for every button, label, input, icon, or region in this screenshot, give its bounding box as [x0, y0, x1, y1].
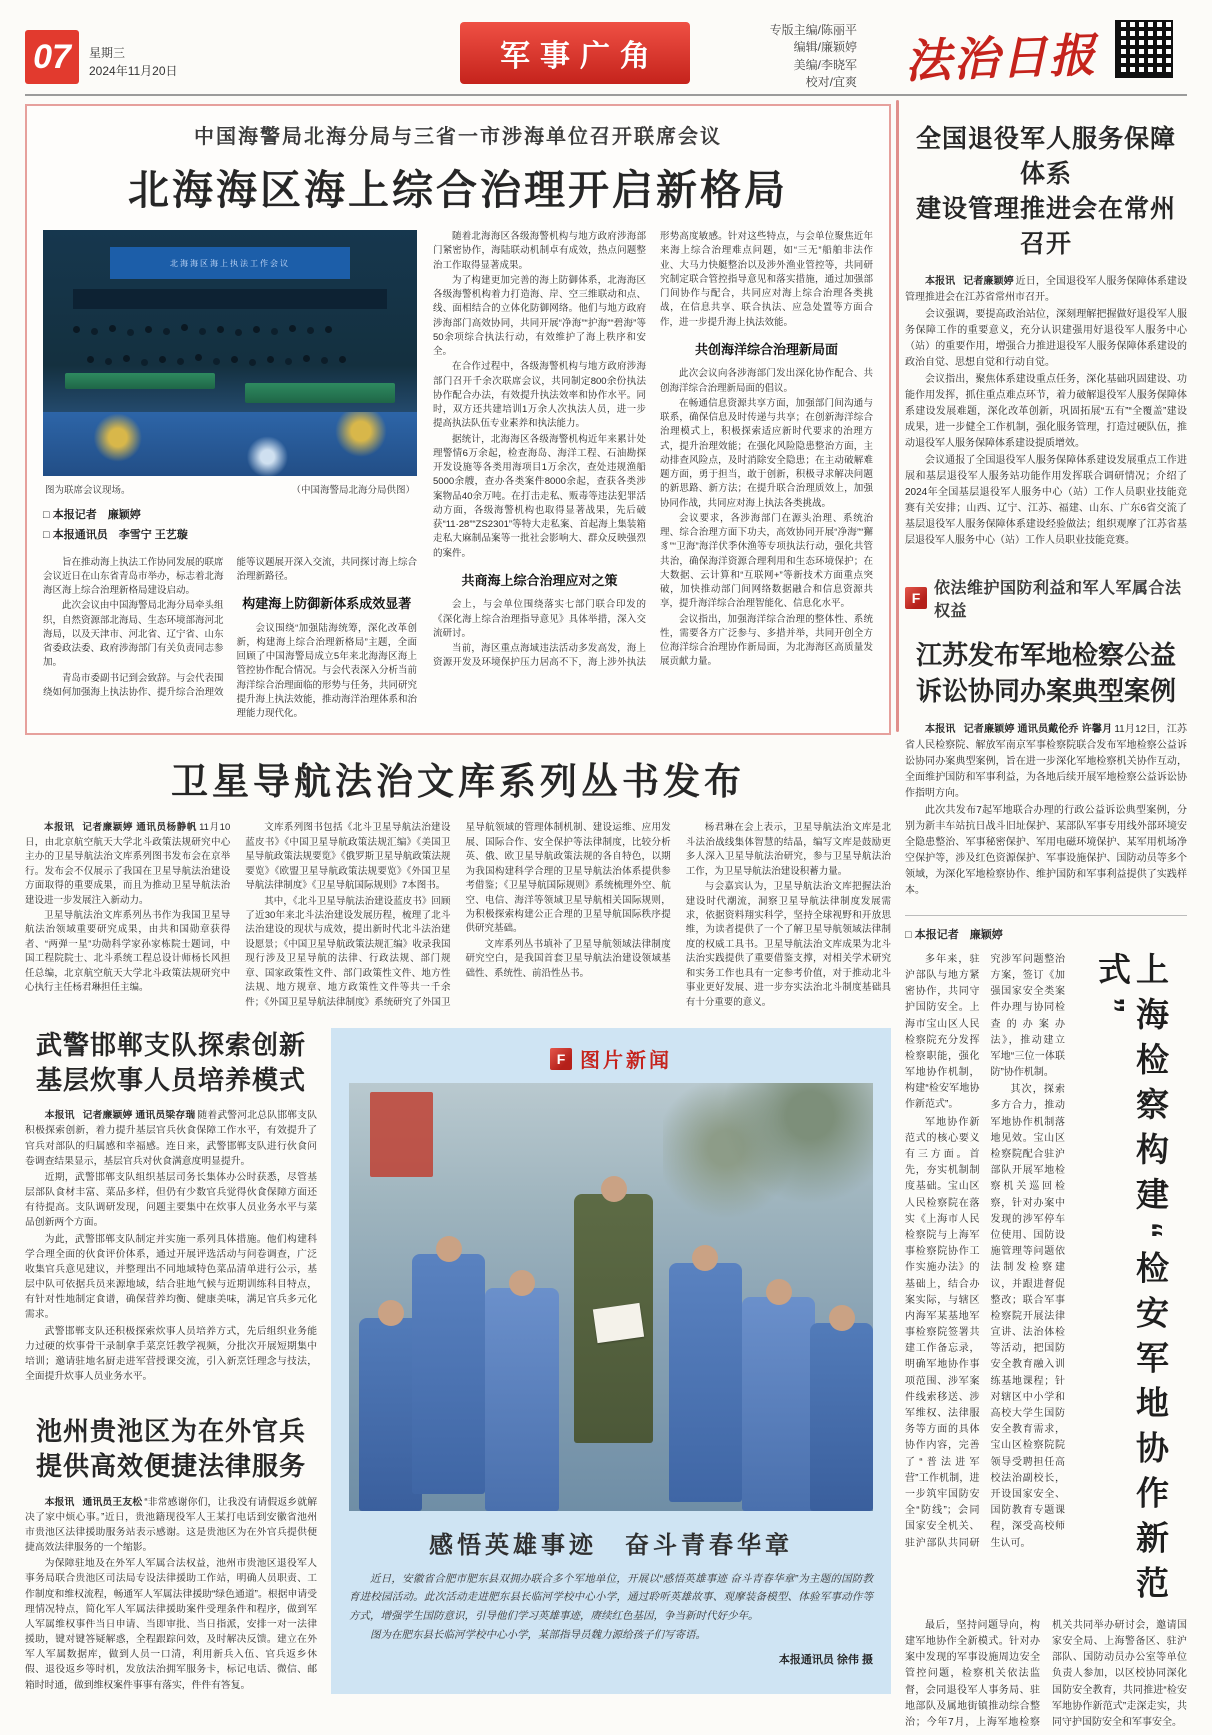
article-intro-columns: [43, 556, 417, 722]
paragraph: 卫星导航法治文库系列丛书作为我国卫星导航法治领域重要研究成果，由共和国勋章获得者、“两弹一星”功勋科学家孙家栋院士题词，中国工程院院士、北斗系统工程总设计师杨长风担任总编，北京航空航天大学北斗政策法规研究中心执行主任杨君琳担任主编。: [25, 909, 231, 994]
article-chizhou: [25, 1414, 317, 1692]
dispatch-label: 本报讯: [44, 822, 75, 834]
photo-news-label: 图片新闻: [580, 1050, 672, 1073]
dispatch-label: 本报讯: [925, 276, 956, 287]
paragraph: 此次共发布7起军地联合办理的行政公益诉讼典型案例，分别为新丰车站抗日战斗旧址保护、某部队军事专用线外部环境安全隐患整治、军事秘密保护、军用电磁环境保护、某军用机场净空保护等，涉及红色资源保护、军事设施保护、国防动员等多个领域，为深化军地检察协作、维护国防和军事利益提供了实践样本。: [905, 804, 1187, 896]
photo-caption: 图为联席会议现场。: [45, 485, 131, 496]
editor-line: 专版主编/陈丽平: [769, 23, 857, 37]
photo-news-badge: [349, 1044, 873, 1073]
conference-banner: 北海海区海上执法工作会议: [110, 247, 349, 279]
photo-caption-body: 近日，安徽省合肥市肥东县双拥办联合多个军地单位，开展以“感悟英雄事迹 奋斗青春华章”为主题的国防教育进校园活动。此次活动走进肥东县长临河学校中心小学，通过聆听英雄故事、观摩装备模型、体验军事动作等方式，增强学生国防意识，引导他们学习英雄事迹，赓续红色基因，争当新时代好少年。: [349, 1573, 873, 1622]
paragraph: 在合作过程中，各级海警机构与地方政府涉海部门召开千余次联席会议，共同制定800余份执法协作配合办法，有效提升执法效率和协作水平。同时，双方还共建培训1万余人次执法人员，进一步提高执法队伍专业素养和执法能力。: [433, 361, 646, 430]
conference-dais: [73, 289, 387, 309]
article-body: [905, 274, 1187, 549]
byline-reporter: □ 本报记者 廉颖婷: [905, 928, 1003, 941]
article-jiangsu: [905, 637, 1187, 899]
school-activity-photo: [349, 1083, 873, 1511]
editors-block: [770, 22, 857, 92]
byline-authors: 通讯员王友松: [82, 1496, 143, 1508]
article-body-columns: [25, 821, 891, 1010]
article-body: [43, 230, 873, 721]
conference-table: [245, 383, 395, 403]
article-headline: 卫星导航法治文库系列丛书发布: [171, 761, 745, 803]
trees: [663, 1083, 873, 1246]
lead-paragraph: [905, 274, 1187, 306]
headline-line: 武警邯郸支队探索创新: [35, 1030, 306, 1061]
right-sidebar: [905, 104, 1187, 1732]
paragraph: 青岛市委副书记到会致辞。与会代表围绕如何加强海上执法协作、提升综合治理效能等议题展开深入交流，共同探讨海上综合治理新路径。: [43, 556, 418, 698]
article-body: [905, 722, 1187, 899]
photo-caption-row: [45, 482, 415, 496]
page-number: 07: [33, 37, 71, 76]
paragraph: 旨在推动海上执法工作协同发展的联席会议近日在山东省青岛市举办，标志着北海海区海上综合治理新格局建设启动。: [43, 556, 224, 597]
subhead: 共商海上综合治理应对之策: [461, 572, 618, 588]
headline-line: 提供高效便捷法律服务: [35, 1451, 306, 1482]
jiangsu-kicker: [905, 575, 1187, 621]
editor-line: 美编/李晓军: [793, 57, 857, 72]
article-satnav: [25, 751, 891, 1010]
paragraph: 会议指出，聚焦体系建设重点任务，深化基础巩固建设、功能作用发挥，抓住重点难点环节，着力破解退役军人服务保障体系建设发展难题，深化改革创新，巩固拓展“五有”“全覆盖”建设成果，进一步健全工作机制，强化服务管理，打造过硬队伍，推动退役军人服务保障体系建设提质增效。: [905, 374, 1187, 449]
paragraph: 据统计，北海海区各级海警机构近年来累计处理警情6万余起，检查海岛、海洋工程、石油勘探开发设施等各类用海项目1万余次，查处违规渔船5000余艘，查办各类案件8000余起，查获各类涉案物品40余万吨。在打击走私、贩毒等违法犯罪活动方面，各级海警机构也取得显著战果，先后破获“11·28”“ZS2301”等特大走私案、首起海上集装箱走私大麻制品案等一批社会影响大、群众反映强烈的案件。: [433, 433, 646, 559]
byline-authors: 记者廉颖婷: [963, 276, 1014, 287]
byline-authors: 记者廉颖婷 通讯员戴伦乔 许馨月: [963, 723, 1113, 735]
paragraph: 会议强调，要提高政治站位，深刻理解把握做好退役军人服务保障工作的重要意义，充分认识建强用好退役军人服务中心（站）的重要作用，增强合力推进退役军人服务保障体系建设的政治自觉、思想自觉和行动自觉。: [905, 309, 1187, 368]
headline-line: 诉讼协同办案典型案例: [915, 676, 1176, 707]
paragraph: 文库系列图书包括《北斗卫星导航法治建设蓝皮书》《中国卫星导航政策法规汇编》《美国卫星导航政策法规要览》《俄罗斯卫星导航政策法规要览》《欧盟卫星导航政策法规要览》《外国卫星导航法律制度》《卫星导航国际规则》7本图书。: [245, 822, 451, 892]
paragraph: 会议指出，加强海洋综合治理的整体性、系统性，需要各方广泛参与、多措并举，共同开创全方位海洋综合治理协作新局面，为北海海区高质量发展贡献力量。: [660, 613, 873, 668]
shanghai-layout: [905, 952, 1187, 1612]
article-body: [25, 1495, 317, 1693]
paragraph: 杨君琳在会上表示，卫星导航法治文库是北斗法治战线集体智慧的结晶，编写文库是鼓励更多人深入卫星导航法治研究，参与卫星导航法治工作，为卫星导航法治建设积蓄力量。: [685, 822, 891, 877]
article-kicker: 中国海警局北海分局与三省一市涉海单位召开联席会议: [194, 126, 722, 148]
vertical-headline-track: [1075, 952, 1187, 1612]
photo-caption-title: 感悟英雄事迹 奋斗青春华章: [429, 1532, 793, 1560]
paragraph: 为此，武警邯郸支队制定并实施一系列具体措施。他们构建科学合理全面的伙食评价体系，通过开展评选活动与问卷调查，广泛收集官兵意见建议，并整理出不同地域特色菜品清单进行公示，基层中队可依据兵员来源地域，结合驻地气候与近期训练科目特点，有针对性地制定食谱，确保营养均衡、健康美味，满足官兵多元化需求。: [25, 1233, 317, 1321]
bottom-left-articles: [25, 1028, 317, 1694]
paragraph: 会议要求，各涉海部门在源头治理、系统治理、综合治理方面下功夫，高效协同开展“净海”“獬豸”“卫海”海洋伏季休渔等专项执法行动，强化共管共治，确保海洋资源合理利用和生态环境保护；在大数据、云计算和“互联网+”等新技术方面重点突破，加快推动部门间网络数据融合和信息资源共享，提升海洋综合治理智能化、信息化水平。: [660, 512, 873, 610]
article-body-continued: [905, 1618, 1187, 1732]
editor-line: 编辑/廉颖婷: [793, 40, 857, 55]
masthead-logo: 法治日报: [904, 29, 1098, 88]
byline-correspondent: □ 本报通讯员 李雪宁 王艺璇: [43, 528, 188, 541]
editor-line: 校对/宜爽: [805, 75, 857, 90]
lead-paragraph: [25, 1495, 317, 1556]
left-column: [25, 104, 891, 1732]
f-cube-logo-icon: F: [550, 1048, 572, 1070]
figure-head: [509, 1270, 535, 1296]
student-figure: [485, 1288, 558, 1511]
article-headline: [25, 1028, 317, 1098]
signing-paper: [593, 1302, 644, 1342]
lead-text: 11月10日，由北京航空航天大学北斗政策法规研究中心主办的卫星导航法治文库系列图书发布会在京举行。发布会不仅展示了我国在卫星导航法治建设方面取得的重要成果，而且为推动卫星导航法治建设进一步发展注入新动力。: [25, 822, 231, 906]
figure-head: [829, 1305, 855, 1331]
student-figure: [669, 1263, 742, 1503]
paragraph: 最后，坚持问题导向，构建军地协作全新模式。针对办案中发现的军事设施周边安全管控问题，检察机关依法监督，会同退役军人事务局、驻地部队及属地街镇推动综合整治；今年7月，上海军地检察机关共同举办研讨会，邀请国家安全局、上海警备区、驻沪部队、国防动员办公室等单位负责人参加，以区校协同深化国防安全教育，共同推进“检安军地协作新范式”走深走实，共同守护国防安全和军事安全。: [905, 1619, 1187, 1728]
headline-line: 江苏发布军地检察公益: [915, 640, 1176, 670]
headline-line: 池州贵池区为在外官兵: [35, 1416, 306, 1447]
lead-text: 随着武警河北总队邯郸支队积极探索创新，着力提升基层官兵伙食保障工作水平，有效提升了官兵对部队的归属感和幸福感。连日来，武警邯郸支队进行伙食问卷调查结果显示，基层官兵对伙食满意度明显提升。: [25, 1110, 318, 1167]
article-body-columns: [905, 952, 1065, 1612]
paragraph: 此次会议由中国海警局北海分局牵头组织，自然资源部北海局、生态环境部海河北海局，以及天津市、河北省、辽宁省、山东省委政法委、政府涉海部门有关负责同志参加。: [43, 600, 224, 669]
byline-authors: 记者廉颖婷 通讯员梁存瑞: [82, 1110, 196, 1122]
paragraph: 为了构建更加完善的海上防御体系，北海海区各级海警机构着力打造海、岸、空三维联动和点、线、面相结合的立体化防御网络。他们与地方政府涉海部门高效协同，共同开展“净海”“护海”“碧海”等50余项综合执法行动，有效维护了海上秩序和安全。: [433, 274, 646, 357]
article-headline: [905, 122, 1187, 262]
subhead: 构建海上防御新体系成效显著: [242, 596, 412, 612]
headline-line: 建设管理推进会在常州召开: [915, 195, 1176, 258]
photo-news-block: [331, 1028, 891, 1694]
article-left-block: [43, 230, 417, 721]
article-headline-vertical: 上海检察构建“检安军地协作新范式”: [1094, 951, 1169, 1611]
lead-paragraph: [25, 821, 230, 908]
paragraph: 军地协作新范式的核心要义有三方面。首先，夯实机制制度基础。宝山区人民检察院在落实《上海市人民检察院与上海军事检察院协作工作实施办法》的基础上，结合办案实际，与辖区内海军某基地军事检察院签署共建工作备忘录，明确军地协作事项范围、涉军案件线索移送、涉军维权、法律服务等方面的具体协作内容，完善了“普法进军营”工作机制，进一步筑牢国防安全“防线”；会同国家安全机关、驻沪部队共同研究涉军问题整治方案，签订《加强国家安全类案件办理与协同检查的办案办法》，推动建立军地“三位一体联防”协作机制。: [905, 953, 1065, 1549]
article-beihai: [25, 104, 891, 735]
paragraph: 近期，武警邯郸支队组织基层司务长集体办公时获悉，尽管基层部队食材丰富、菜品多样，但仍有少数官兵觉得伙食保障方面还有待提高。支队调研发现，问题主要集中在炊事人员业务水平与菜品创新两个方面。: [25, 1171, 317, 1229]
paragraph: 此次会议向各涉海部门发出深化协作配合、共创海洋综合治理新局面的倡议。: [660, 368, 873, 394]
lead-text: “非常感谢你们，让我没有请假返乡就解决了家中烦心事。”近日，贵池籍现役军人王某打电话到安徽省池州市贵池区法律援助服务站表示感谢。这是贵池区为在外官兵提供便捷高效法律服务的一个缩影。: [25, 1496, 318, 1554]
paragraph: 武警邯郸支队还积极探索炊事人员培养方式，先后组织业务能力过硬的炊事骨干录制拿手菜烹饪教学视频，分批次开展短期集中培训；邀请驻地名厨走进军营授课交流，引入新烹饪理念与技法，全面提升炊事人员业务水平。: [25, 1325, 317, 1383]
article-main-columns: [433, 230, 873, 721]
paragraph: 多年来，驻沪部队与地方紧密协作，共同守护国防安全。上海市宝山区人民检察院充分发挥检察职能，强化军地协作机制，构建“检安军地协作新范式”。: [905, 953, 980, 1111]
paragraph: 会上，与会单位围绕落实七部门联合印发的《深化海上综合治理指导意见》具体举措，深入交流研讨。: [433, 599, 646, 639]
figure-head: [378, 1300, 404, 1326]
figure-head: [766, 1279, 792, 1305]
paragraph: 当前，海区重点海域违法活动多发高发，海上资源开发及环境保护压力居高不下，海上涉外执法形势高度敏感。针对这些特点，与会单位聚焦近年来海上综合治理难点问题，如“三无”船舶非法作业、大马力快艇整治以及涉外渔业管控等，共同研究制定联合管控指导意见和落实措施，通过加强部门间协作与配合，共同应对海上综合治理各类挑战，在信息共享、联合执法、应急处置等方面合作，进一步提升海上执法效能。: [433, 231, 873, 669]
conference-photo: [43, 230, 417, 476]
paragraph: 会议围绕“加强陆海统筹，深化改革创新，构建海上综合治理新格局”主题，全面回顾了中国海警局成立5年来北海海区海上管控协作配合情况。与会代表深入分析当前海洋综合治理面临的形势与任务，共同研究提升海上执法效能，推动海洋治理体系和治理能力现代化。: [236, 622, 418, 720]
column-divider-rule: [896, 100, 899, 732]
paragraph: 其次，探索多方合力，推动军地协作机制落地见效。宝山区检察院配合驻沪部队开展军地检察机关巡回检察，针对办案中发现的涉军停车位使用、国防设施管理等问题依法制发检察建议，并跟进督促整改；联合军事检察院开展法律宣讲、法治体检等活动，把国防安全教育融入训练基地课程；针对辖区中小学和高校大学生国防安全教育需求，宝山区检察院院领导受聘担任高校法治副校长，开设国家安全、国防教育专题课程，深受高校师生认可。: [990, 1084, 1065, 1549]
conference-carpet: [43, 412, 417, 476]
lead-paragraph: [25, 1108, 317, 1169]
figure-head: [436, 1236, 462, 1262]
paragraph: 在畅通信息资源共享方面，加强部门间沟通与联系，确保信息及时传递与共享；在创新海洋综合治理模式上，积极探索适应新时代要求的治理方式，提升治理效能；在强化风险隐患整治方面，主动排查风险点，及时消除安全隐患；在主动破解难题方面，勇于担当，敢于创新，积极寻求解决问题的新思路、新方法；在提升联合治理质效上，加强协同作战，共同应对海上执法各类挑战。: [660, 397, 873, 509]
byline-authors: 记者廉颖婷 通讯员杨静帆: [82, 822, 198, 834]
dispatch-label: 本报讯: [44, 1110, 75, 1122]
red-flag: [370, 1092, 433, 1178]
paragraph: 为保障驻地及在外军人军属合法权益，池州市贵池区退役军人事务局联合贵池区司法局专设法律援助工作站，明确人员职责、工作制度和维权流程，畅通军人军属法律援助“绿色通道”。根据申请受理情况特点，简化军人军属法律援助案件受理条件和程序，做到军人军属维权事件当日申请、当即审批、当日指派，安排一对一法律援助，键对键答疑解惑，全程跟踪问效，及时解决反馈。建立在外军人军属数据库，做到人员一口清，利用新兵入伍、官兵返乡休假、退役返乡等时机，发放法治拥军服务卡，标记电话、微信、邮箱时时通，做到维权案件事事有落实，件件有答复。: [25, 1558, 317, 1691]
lead-paragraph: [905, 722, 1187, 802]
article-shanghai: [905, 926, 1187, 1732]
paragraph: 随着北海海区各级海警机构与地方政府涉海部门紧密协作，海陆联动机制卓有成效，热点问题整治工作取得显著成果。: [433, 231, 646, 271]
page-number-badge: [25, 30, 79, 84]
conference-table: [65, 373, 215, 389]
article-headline: 北海海区海上综合治理开启新格局: [128, 167, 788, 213]
weekday: 星期三: [89, 46, 126, 60]
paragraph: 与会嘉宾认为，卫星导航法治文库把握法治建设时代潮流，洞察卫星导航法律制度发展需求，依据资料翔实科学，坚持全球视野和开放思维，为读者提供了一个了解卫星导航领域法律制度的权威工具书。卫星导航法治文库成果为北斗法治实践提供了重要借鉴支撑，对相关学术研究和实务工作也具有一定参考价值，对于推动北斗事业更好发展、进一步夯实法治北斗制度基础具有十分重要的意义。: [685, 881, 891, 1008]
byline-reporter: □ 本报记者 廉颖婷: [43, 509, 141, 521]
date-block: [89, 44, 178, 80]
qr-code: [1115, 20, 1173, 78]
photo-credit: （中国海警局北海分局供图）: [291, 485, 415, 496]
article-veterans: [905, 122, 1187, 549]
paragraph: 其中，《北斗卫星导航法治建设蓝皮书》回顾了近30年来北斗法治建设发展历程，梳理了北斗法治建设的现状与成效，提出新时代北斗法治建设愿景；《中国卫星导航政策法规汇编》收录我国现行涉及卫星导航的法律、行政法规、部门规章、国家政策性文件、部门政策性文件、地方性法规、地方规章、地方政策性文件等共一千余件；《外国卫星导航法律制度》系统研究了外国卫星导航领域的管理体制机制、建设运维、应用发展、国际合作、安全保护等法律制度，比较分析英、俄、欧卫星导航政策法规的各自特色，以期为我国构建科学合理的卫星导航法治体系提供参考借鉴；《卫星导航国际规则》系统梳理外空、航空、电信、海洋等领域卫星导航相关国际规则，为积极探索构建公正合理的卫星导航国际秩序提供研究基础。: [245, 822, 671, 1008]
subhead: 共创海洋综合治理新局面: [694, 341, 838, 357]
figure-head: [601, 1176, 627, 1202]
page-content: [25, 96, 1187, 1732]
photo-caption-note: 图为在肥东县长临河学校中心小学，某部指导员魏力源给孩子们写寄语。: [370, 1629, 706, 1642]
byline-block: [43, 506, 417, 546]
article-wujing: [25, 1028, 317, 1384]
figure-head: [692, 1245, 718, 1271]
headline-line: 基层炊事人员培养模式: [35, 1065, 306, 1096]
student-figure: [412, 1254, 485, 1494]
dispatch-label: 本报讯: [44, 1496, 75, 1508]
attendees-row: [87, 356, 94, 363]
date: 2024年11月20日: [89, 64, 178, 78]
paragraph: 文库系列丛书填补了卫星导航领域法律制度研究空白，是我国首套卫星导航法治建设领域基础性、系统性、前沿性丛书。: [465, 938, 671, 979]
section-divider: [905, 915, 1187, 916]
page-header: [25, 0, 1187, 96]
article-body: [25, 1108, 317, 1384]
article-headline: [905, 637, 1187, 710]
student-figure: [742, 1297, 815, 1511]
f-cube-logo-icon: F: [905, 587, 927, 609]
attendees-row: [73, 326, 80, 333]
paragraph: 会议通报了全国退役军人服务保障体系建设发展重点工作进展和基层退役军人服务站功能作用发挥联合调研情况；介绍了2024年全国基层退役军人服务中心（站）工作人员职业技能竞赛有关安排；山西、辽宁、江苏、福建、山东、广东6省交流了基层退役军人服务保障体系建设经验做法；组织观摩了江苏省基层退役军人服务中心（站）工作人员职业技能竞赛。: [905, 455, 1187, 546]
kicker-text: 依法维护国防利益和军人军属合法权益: [934, 580, 1182, 620]
bottom-row: [25, 1028, 891, 1694]
dispatch-label: 本报讯: [925, 723, 956, 735]
lead-text: 近日，全国退役军人服务保障体系建设管理推进会在江苏省常州市召开。: [905, 276, 1188, 303]
photographer-credit: 本报通讯员 徐伟 摄: [778, 1653, 873, 1666]
article-headline: [25, 1414, 317, 1484]
lead-text: 11月12日，江苏省人民检察院、解放军南京军事检察院联合发布军地检察公益诉讼协同办案典型案例，旨在进一步深化军地检察机关协作互动，全面维护国防和军事利益，为各地后续开展军地检察公益诉讼协作指明方向。: [905, 723, 1187, 799]
headline-line: 全国退役军人服务保障体系: [915, 125, 1176, 188]
section-title-banner: 军事广角: [460, 22, 690, 84]
student-figure: [810, 1323, 873, 1511]
